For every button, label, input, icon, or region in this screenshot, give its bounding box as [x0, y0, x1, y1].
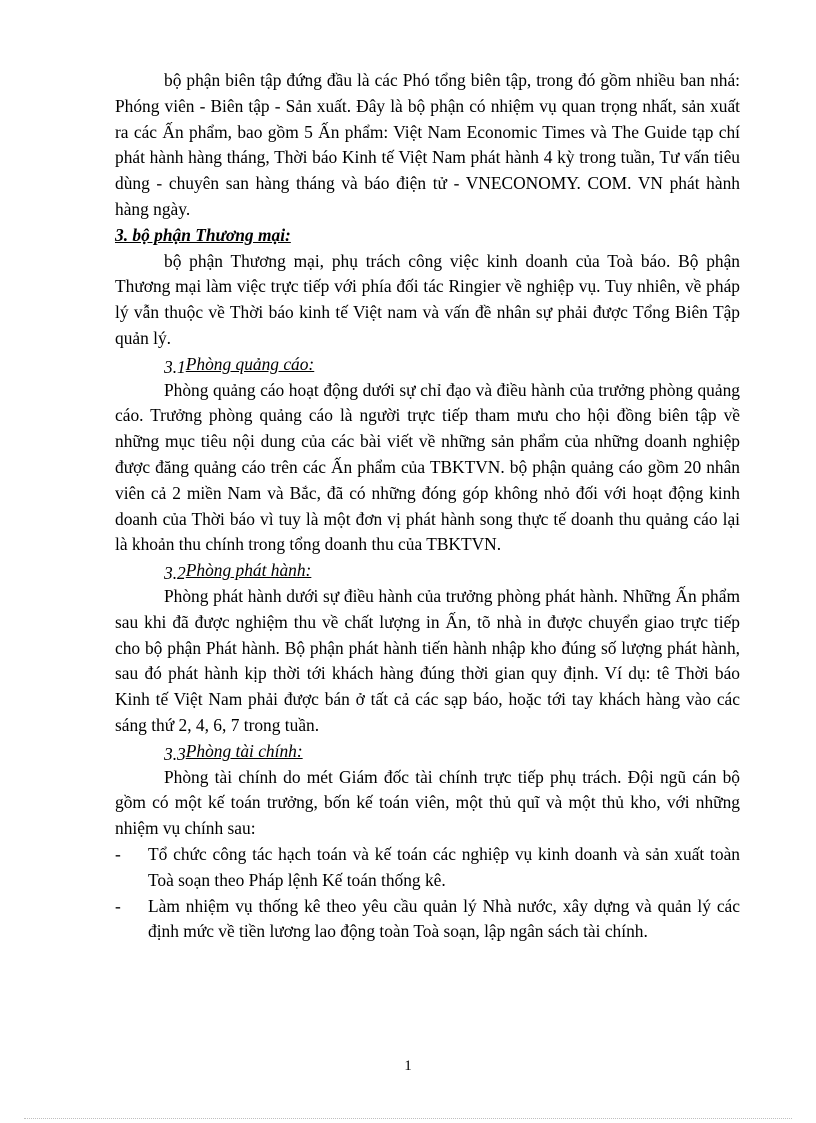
list-item-text: Làm nhiệm vụ thống kê theo yêu cầu quản lý Nhà nước, xây dựng và quản lý các định mức về tiền lương lao động toàn Toà soạn, lập ngân sách tài chính.: [148, 895, 740, 942]
subsection-title: Phòng quảng cáo:: [185, 353, 315, 374]
list-item: [115, 894, 740, 946]
page-bottom-border: [24, 1118, 792, 1119]
bullet-dash: -: [115, 895, 121, 916]
page-number: 1: [404, 1058, 412, 1074]
subsection-number: 3.2: [164, 563, 186, 584]
subsection-number: 3.3: [164, 743, 186, 764]
subsection-title: Phòng phát hành:: [185, 560, 312, 581]
subsection-3-3-paragraph: Phòng tài chính do mét Giám đốc tài chính trực tiếp phụ trách. Đội ngũ cán bộ gồm có một kế toán trưởng, bốn kế toán viên, một thủ quĩ và một thủ kho, với những nhiệm vụ chính sau:: [115, 766, 740, 839]
subsection-3-2-heading: [115, 558, 740, 584]
subsection-3-2-paragraph: Phòng phát hành dưới sự điều hành của trưởng phòng phát hành. Những Ấn phẩm sau khi đã được nghiệm thu về chất lượng in Ấn, tõ nhà in được chuyển giao trực tiếp cho bộ phận Phát hành. Bộ phận phát hành tiến hành nhập kho đúng số lượng phát hành, sau đó phát hành kịp thời tới khách hàng đúng thời gian quy định. Ví dụ: tê Thời báo Kinh tế Việt Nam phải được bán ở tất cả các sạp báo, hoặc tới tay khách hàng vào các sáng thứ 2, 4, 6, 7 trong tuần.: [115, 585, 740, 735]
subsection-3-3-heading: [115, 739, 740, 765]
intro-paragraph: bộ phận biên tập đứng đầu là các Phó tổng biên tập, trong đó gồm nhiều ban nhá: Phóng viên - Biên tập - Sản xuất. Đây là bộ phận có nhiệm vụ quan trọng nhất, sản xuất ra các Ấn phẩm, bao gồm 5 Ấn phẩm: Việt Nam Economic Times và The Guide tạp chí phát hành hàng tháng, Thời báo Kinh tế Việt Nam phát hành 4 kỳ trong tuần, Tư vấn tiêu dùng - chuyên san hàng tháng và báo điện tử - VNECONOMY. COM. VN phát hành hàng ngày.: [115, 70, 740, 219]
subsection-3-1-heading: [115, 352, 740, 378]
duties-list: [115, 842, 740, 945]
section-3-paragraph: bộ phận Thương mại, phụ trách công việc kinh doanh của Toà báo. Bộ phận Thương mại làm việc trực tiếp với phía đối tác Ringier về nghiệp vụ. Tuy nhiên, về pháp lý vẫn thuộc về Thời báo kinh tế Việt nam và vấn đề nhân sự phải được Tổng Biên Tập quản lý.: [115, 250, 740, 348]
list-item-text: Tổ chức công tác hạch toán và kế toán các nghiệp vụ kinh doanh và sản xuất toàn Toà soạn theo Pháp lệnh Kế toán thống kê.: [148, 843, 740, 890]
document-page: [115, 68, 740, 945]
subsection-title: Phòng tài chính:: [185, 740, 303, 761]
section-3-heading: 3. bộ phận Thương mại:: [115, 224, 291, 245]
list-item: [115, 842, 740, 894]
bullet-dash: -: [115, 843, 121, 864]
subsection-3-1-paragraph: Phòng quảng cáo hoạt động dưới sự chỉ đạo và điều hành của trưởng phòng quảng cáo. Trưởng phòng quảng cáo là người trực tiếp tham mưu cho hội đồng biên tập về những mục tiêu nội dung của các bài viết về những sản phẩm của những doanh nghiệp được đăng quảng cáo trên các Ấn phẩm của TBKTVN. bộ phận quảng cáo gồm 20 nhân viên cả 2 miền Nam và Bắc, đã có những đóng góp không nhỏ đối với hoạt động kinh doanh của Thời báo vì tuy là một đơn vị phát hành song thực tế doanh thu quảng cáo lại là khoản thu chính trong tổng doanh thu của TBKTVN.: [115, 379, 740, 555]
subsection-number: 3.1: [164, 356, 186, 377]
